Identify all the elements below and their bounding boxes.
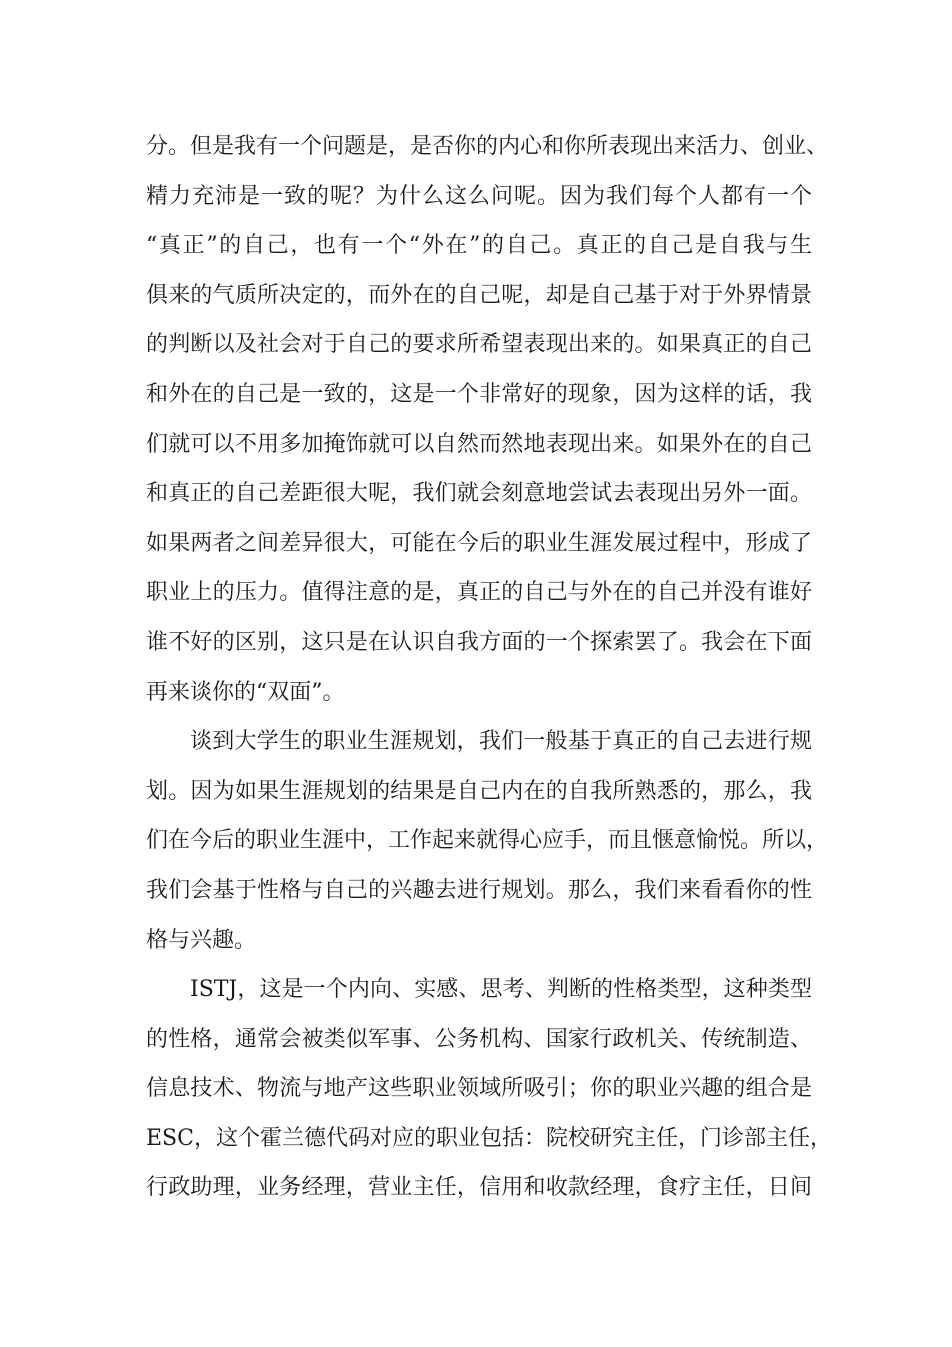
text-line: ESC，这个霍兰德代码对应的职业包括：院校研究主任，门诊部主任， [146,1125,832,1151]
paragraph-start-line: 谈到大学生的职业生涯规划，我们一般基于真正的自己去进行规 [190,729,812,755]
text-line: 们在今后的职业生涯中，工作起来就得心应手，而且惬意愉悦。所以， [146,828,829,854]
paragraph-end-line: 格与兴趣。 [146,927,257,953]
text-line: 俱来的气质所决定的，而外在的自己呢，却是自己基于对于外界情景 [146,282,812,308]
text-line: 的性格，通常会被类似军事、公务机构、国家行政机关、传统制造、 [146,1026,812,1052]
text-line: 行政助理，业务经理，营业主任，信用和收款经理，食疗主任，日间 [146,1175,812,1201]
paragraph-end-line: 再来谈你的“双面”。 [146,679,345,705]
text-line: 如果两者之间差异很大，可能在今后的职业生涯发展过程中，形成了 [146,530,812,556]
text-line: 谁不好的区别，这只是在认识自我方面的一个探索罢了。我会在下面 [146,629,812,655]
text-line: 和真正的自己差距很大呢，我们就会刻意地尝试去表现出另外一面。 [146,481,812,507]
text-line: “真正”的自己，也有一个“外在”的自己。真正的自己是自我与生 [146,233,812,259]
paragraph-start-line: ISTJ，这是一个内向、实感、思考、判断的性格类型，这种类型 [190,977,812,1003]
text-line: 信息技术、物流与地产这些职业领域所吸引；你的职业兴趣的组合是 [146,1076,812,1102]
text-line: 划。因为如果生涯规划的结果是自己内在的自我所熟悉的，那么，我 [146,778,812,804]
text-line: 我们会基于性格与自己的兴趣去进行规划。那么，我们来看看你的性 [146,877,812,903]
text-line: 分。但是我有一个问题是，是否你的内心和你所表现出来活力、创业、 [146,134,829,159]
text-line: 精力充沛是一致的呢？为什么这么问呢。因为我们每个人都有一个 [146,183,812,209]
text-line: 和外在的自己是一致的，这是一个非常好的现象，因为这样的话，我 [146,381,812,407]
text-line: 们就可以不用多加掩饰就可以自然而然地表现出来。如果外在的自己 [146,431,812,457]
body-text [146,122,832,1213]
text-line: 职业上的压力。值得注意的是，真正的自己与外在的自己并没有谁好 [146,580,812,606]
text-line: 的判断以及社会对于自己的要求所希望表现出来的。如果真正的自己 [146,332,812,358]
